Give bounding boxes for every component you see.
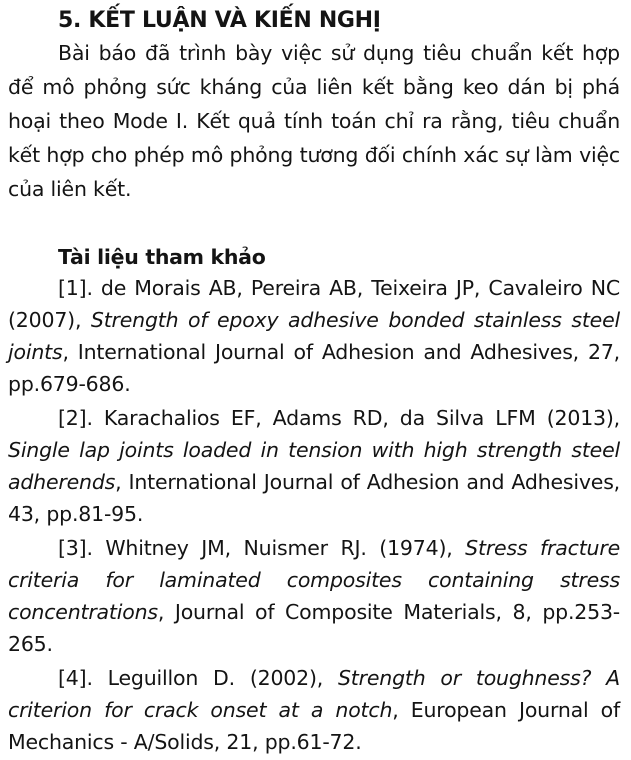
conclusion-paragraph: Bài báo đã trình bày việc sử dụng tiêu chuẩn kết hợp để mô phỏng sức kháng của liên kết bằng keo dán bị phá hoại theo Mode I. Kết quả tính toán chỉ ra rằng, tiêu chuẩn kết hợp cho phép mô phỏng tương đối chính xác sự làm việc của liên kết. — [8, 41, 620, 201]
reference-prefix: [4]. Leguillon D. (2002), — [58, 666, 338, 690]
reference-prefix: [3]. Whitney JM, Nuismer RJ. (1974), — [58, 536, 466, 560]
reference-prefix: [2]. Karachalios EF, Adams RD, da Silva LFM (2013), — [58, 406, 620, 430]
reference-item-3 — [8, 532, 620, 660]
reference-title: Stress fracture criteria for laminated composites containing stress concentrations — [8, 536, 620, 624]
reference-suffix: , European Journal of Mechanics - A/Solids, 21, pp.61-72. — [8, 698, 621, 754]
reference-prefix: [1]. de Morais AB, Pereira AB, Teixeira JP, Cavaleiro NC (2007), — [8, 276, 620, 332]
reference-title: Strength of epoxy adhesive bonded stainless steel joints — [8, 308, 620, 364]
reference-item-2 — [8, 402, 620, 530]
reference-item-4 — [8, 662, 620, 758]
reference-item-1 — [8, 272, 620, 400]
spacer — [8, 206, 620, 242]
reference-suffix: , International Journal of Adhesion and Adhesives, 27, pp.679-686. — [8, 340, 620, 396]
reference-title: Strength or toughness? A criterion for crack onset at a notch — [8, 666, 620, 722]
reference-suffix: , Journal of Composite Materials, 8, pp.253-265. — [8, 600, 620, 656]
reference-suffix: , International Journal of Adhesion and Adhesives, 43, pp.81-95. — [8, 470, 620, 526]
paper-page — [8, 6, 620, 760]
section-heading: 5. KẾT LUẬN VÀ KIẾN NGHỊ — [58, 8, 381, 33]
references-heading: Tài liệu tham khảo — [58, 245, 266, 269]
reference-title: Single lap joints loaded in tension with high strength steel adherends — [8, 438, 620, 494]
